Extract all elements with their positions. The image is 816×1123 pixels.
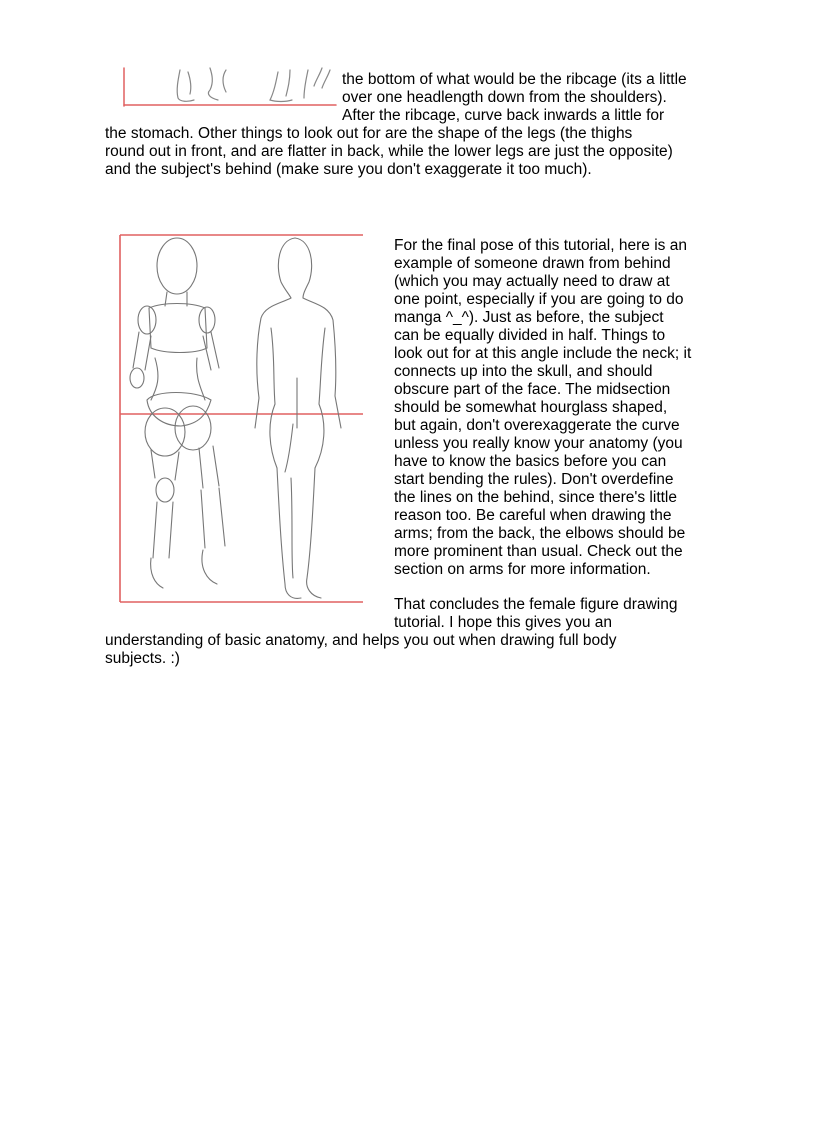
mannequin-sketch (130, 238, 225, 588)
paragraph-line: After the ribcage, curve back inwards a little for (342, 107, 665, 124)
paragraph-line: can be equally divided in half. Things to (394, 327, 666, 344)
paragraph-line: over one headlength down from the shoulders). (342, 89, 667, 106)
paragraph-line: the bottom of what would be the ribcage (its a little (342, 71, 687, 88)
paragraph-line: the lines on the behind, since there's little (394, 489, 677, 506)
contour-sketch (255, 238, 341, 598)
paragraph-line: example of someone drawn from behind (394, 255, 671, 272)
paragraph-line: tutorial. I hope this gives you an (394, 614, 612, 631)
paragraph-line: For the final pose of this tutorial, here is an (394, 237, 687, 254)
paragraph-line: one point, especially if you are going to do (394, 291, 684, 308)
paragraph-line: and the subject's behind (make sure you don't exaggerate it too much). (105, 161, 592, 178)
paragraph-line: understanding of basic anatomy, and helps you out when drawing full body (105, 632, 617, 649)
paragraph-line: start bending the rules). Don't overdefine (394, 471, 674, 488)
paragraph-line: the stomach. Other things to look out for are the shape of the legs (the thighs (105, 125, 633, 142)
paragraph-line: should be somewhat hourglass shaped, (394, 399, 668, 416)
paragraph-line: subjects. :) (105, 650, 180, 667)
paragraph-line: have to know the basics before you can (394, 453, 667, 470)
paragraph-line: arms; from the back, the elbows should be (394, 525, 686, 542)
paragraph-line: connects up into the skull, and should (394, 363, 653, 380)
figure-sketch-top-cropped (118, 66, 338, 110)
paragraph-line: but again, don't overexaggerate the curve (394, 417, 680, 434)
paragraph-line: reason too. Be careful when drawing the (394, 507, 672, 524)
paragraph-line: round out in front, and are flatter in back, while the lower legs are just the opposite) (105, 143, 673, 160)
paragraph-line: That concludes the female figure drawing (394, 596, 678, 613)
paragraph-line: look out for at this angle include the neck; it (394, 345, 692, 362)
paragraph-line: unless you really know your anatomy (you (394, 435, 683, 452)
paragraph-line: obscure part of the face. The midsection (394, 381, 671, 398)
paragraph-line: more prominent than usual. Check out the (394, 543, 683, 560)
paragraph-line: (which you may actually need to draw at (394, 273, 670, 290)
paragraph-line: section on arms for more information. (394, 561, 651, 578)
paragraph-line: manga ^_^). Just as before, the subject (394, 309, 664, 326)
figure-drawing-back-view (115, 228, 367, 608)
